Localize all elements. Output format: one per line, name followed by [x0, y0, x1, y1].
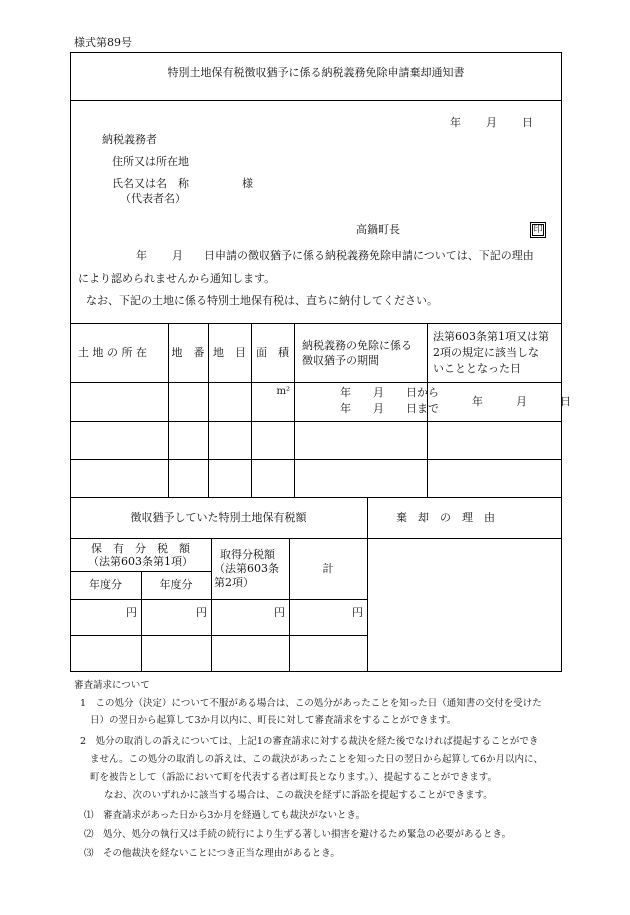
date-year-label: 年 — [450, 116, 461, 129]
reason-header: 棄 却 の 理 由 — [396, 511, 495, 524]
name-label: 氏名又は名 称 — [112, 177, 189, 190]
acquisition-header-3: 第2項） — [214, 576, 254, 589]
table2-row1-bottom — [70, 635, 367, 636]
date-month-label: 月 — [486, 116, 497, 129]
note-item2: ⑵ 処分、処分の執行又は手続の続行により生ずる著しい損害を避けるため緊急の必要があるとき。 — [84, 829, 512, 840]
note2-line2: ません。この処分の取消しの訴えは、この裁決があったことを知った日の翌日から起算して6か月以内に、 — [90, 754, 544, 765]
representative-label: （代表者名） — [120, 192, 186, 205]
period-from: 年 月 日から — [340, 386, 439, 399]
note2-line1: 2 処分の取消しの訴えについては、上記1の審査請求に対する裁決を経た後でなければ提起することができ — [80, 736, 539, 747]
yen-unit: 円 — [126, 606, 137, 619]
body-month: 月 — [172, 249, 183, 262]
form-number: 様式第89号 — [74, 36, 132, 49]
table2-subheader-bottom — [70, 599, 367, 600]
fiscal-year-b: 年度分 — [159, 578, 193, 591]
note1-line2: 日）の翌日から起算して3か月以内に、町長に対して審査請求をすることができます。 — [90, 715, 457, 726]
note2-line3: 町を被告として（訴訟において町を代表する者は町長となります。）、提起することができます。 — [90, 772, 497, 783]
amount-header: 徴収猶予していた特別土地保有税額 — [130, 511, 307, 524]
header-lot: 地 番 — [171, 346, 205, 359]
note1-line1: 1 この処分（決定）について不服がある場合は、この処分があったことを知った日（通知書の交付を受けた — [80, 698, 542, 709]
note-item3: ⑶ その他裁決を経ないことにつき正当な理由があるとき。 — [84, 848, 340, 859]
table1-bottom — [70, 497, 562, 498]
table1-row1-bottom — [70, 421, 562, 422]
header-category: 地 目 — [213, 346, 246, 359]
seal-mark: 印 — [533, 225, 543, 235]
yen-unit: 円 — [352, 606, 363, 619]
acquisition-header-1: 取得分税額 — [220, 548, 275, 561]
table1-top — [70, 323, 562, 324]
honorific: 様 — [242, 177, 253, 190]
notes-heading: 審査請求について — [74, 680, 150, 691]
header-date-2: 2項の規定に該当しな — [433, 346, 539, 359]
area-unit: m² — [276, 386, 290, 397]
fiscal-year-a: 年度分 — [89, 578, 122, 591]
issuer-name: 高鍋町長 — [356, 223, 400, 236]
header-date-3: いこととなった日 — [433, 362, 521, 375]
table1-row2-bottom — [70, 459, 562, 460]
header-location: 土 地 の 所 在 — [78, 346, 147, 359]
body-line3: なお、下記の土地に係る特別土地保有税は、直ちに納付してください。 — [86, 294, 438, 307]
header-period-1: 納税義務の免除に係る — [302, 339, 412, 352]
note-item1: ⑴ 審査請求があった日から3か月を経過しても裁決がないとき。 — [84, 810, 366, 821]
holding-header-1: 保 有 分 税 額 — [91, 542, 190, 555]
table2-col-line — [289, 538, 290, 672]
yen-unit: 円 — [274, 606, 285, 619]
header-period-2: 徴収猶予の期間 — [302, 354, 379, 367]
seal-box — [530, 222, 546, 238]
note2-line4: なお、次のいずれかに該当する場合は、この裁決を経ずに訴訟を提起することができます。 — [104, 790, 493, 801]
body-line1: 日申請の徴収猶予に係る納税義務免除申請については、下記の理由 — [204, 249, 534, 262]
table2-holding-divider — [70, 571, 211, 572]
body-line2: により認められませんから通知します。 — [78, 272, 276, 285]
table1-col-line — [294, 323, 295, 497]
body-year: 年 — [136, 249, 147, 262]
title-divider — [70, 100, 562, 101]
taxpayer-label: 納税義務者 — [102, 133, 157, 146]
holding-header-2: （法第603条第1項） — [88, 555, 193, 568]
document-title: 特別土地保有税徴収猶予に係る納税義務免除申請棄却通知書 — [167, 66, 465, 79]
period-to: 年 月 日まで — [340, 402, 439, 415]
address-label: 住所又は所在地 — [112, 155, 189, 168]
acquisition-header-2: （法第603条 — [214, 562, 279, 575]
table2-header-bottom — [70, 538, 562, 539]
header-date-1: 法第603条第1項又は第 — [433, 330, 549, 343]
yen-unit: 円 — [196, 606, 207, 619]
table2-col-line — [211, 538, 212, 672]
total-header: 計 — [322, 562, 334, 575]
table1-header-bottom — [70, 382, 562, 383]
header-area: 面 積 — [256, 346, 289, 359]
date-day-label: 日 — [522, 116, 533, 129]
exemption-date: 年 月 日 — [472, 395, 571, 408]
table2-reason-divider — [367, 497, 368, 672]
